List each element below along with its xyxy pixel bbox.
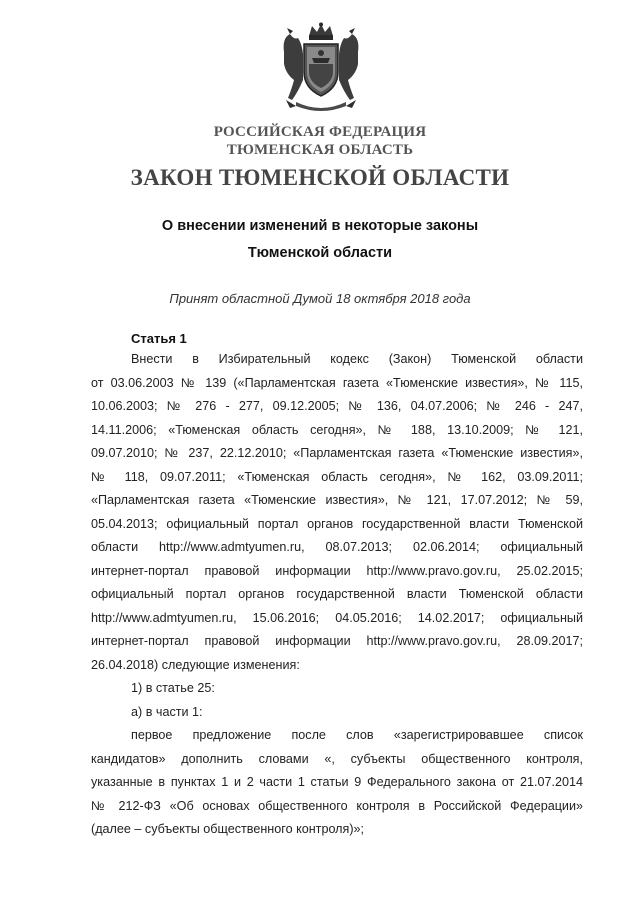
law-title-line-1: О внесении изменений в некоторые законы bbox=[161, 218, 479, 234]
body-line: http://www.admtyumen.ru, 15.06.2016; 04.05.2016; 14.02.2017; официальный bbox=[91, 610, 583, 625]
body-line: первое предложение после слов «зарегистрировавшее список bbox=[131, 728, 583, 742]
article-heading: Статья 1 bbox=[131, 331, 187, 346]
body-line: 09.07.2010; № 237, 22.12.2010; «Парламентская газета «Тюменские известия», bbox=[91, 446, 583, 460]
law-heading: ЗАКОН ТЮМЕНСКОЙ ОБЛАСТИ bbox=[130, 165, 510, 190]
law-title-line-2: Тюменской области bbox=[247, 245, 393, 261]
body-line: 10.06.2003; № 276 - 277, 09.12.2005; № 136, 04.07.2006; № 246 - 247, bbox=[91, 399, 583, 413]
body-line: официальный портал органов государственной власти Тюменской области bbox=[91, 587, 583, 601]
article-body bbox=[91, 348, 583, 842]
body-line: 26.04.2018) следующие изменения: bbox=[91, 657, 300, 672]
body-line: 05.04.2013; официальный портал органов государственной власти Тюменской bbox=[91, 516, 583, 531]
body-line: 14.11.2006; «Тюменская область сегодня», № 188, 13.10.2009; № 121, bbox=[91, 422, 583, 437]
body-line: указанные в пунктах 1 и 2 части 1 статьи 9 Федерального закона от 21.07.2014 bbox=[91, 775, 583, 789]
body-line: области http://www.admtyumen.ru, 08.07.2013; 02.06.2014; официальный bbox=[91, 540, 583, 554]
body-line: а) в части 1: bbox=[131, 704, 203, 719]
body-line: кандидатов» дополнить словами «, субъекты общественного контроля, bbox=[91, 751, 583, 766]
body-line: № 212-ФЗ «Об основах общественного контроля в Российской Федерации» bbox=[91, 798, 583, 813]
body-line: № 118, 09.07.2011; «Тюменская область сегодня», № 162, 03.09.2011; bbox=[91, 469, 583, 484]
body-line: интернет-портал правовой информации http://www.pravo.gov.ru, 25.02.2015; bbox=[91, 563, 583, 578]
body-line: 1) в статье 25: bbox=[131, 681, 215, 695]
country-heading: РОССИЙСКАЯ ФЕДЕРАЦИЯ bbox=[213, 124, 427, 140]
body-line: (далее – субъекты общественного контроля)»; bbox=[91, 822, 365, 836]
body-line: интернет-портал правовой информации http://www.pravo.gov.ru, 28.09.2017; bbox=[91, 634, 583, 648]
body-line: Внести в Избирательный кодекс (Закон) Тюменской области bbox=[131, 352, 583, 366]
body-line: от 03.06.2003 № 139 («Парламентская газета «Тюменские известия», № 115, bbox=[91, 375, 583, 390]
adoption-note: Принят областной Думой 18 октября 2018 года bbox=[169, 291, 471, 306]
body-line: «Парламентская газета «Тюменские известия», № 121, 17.07.2012; № 59, bbox=[91, 493, 583, 507]
region-heading: ТЮМЕНСКАЯ ОБЛАСТЬ bbox=[226, 142, 414, 158]
coat-of-arms-emblem bbox=[276, 22, 366, 114]
